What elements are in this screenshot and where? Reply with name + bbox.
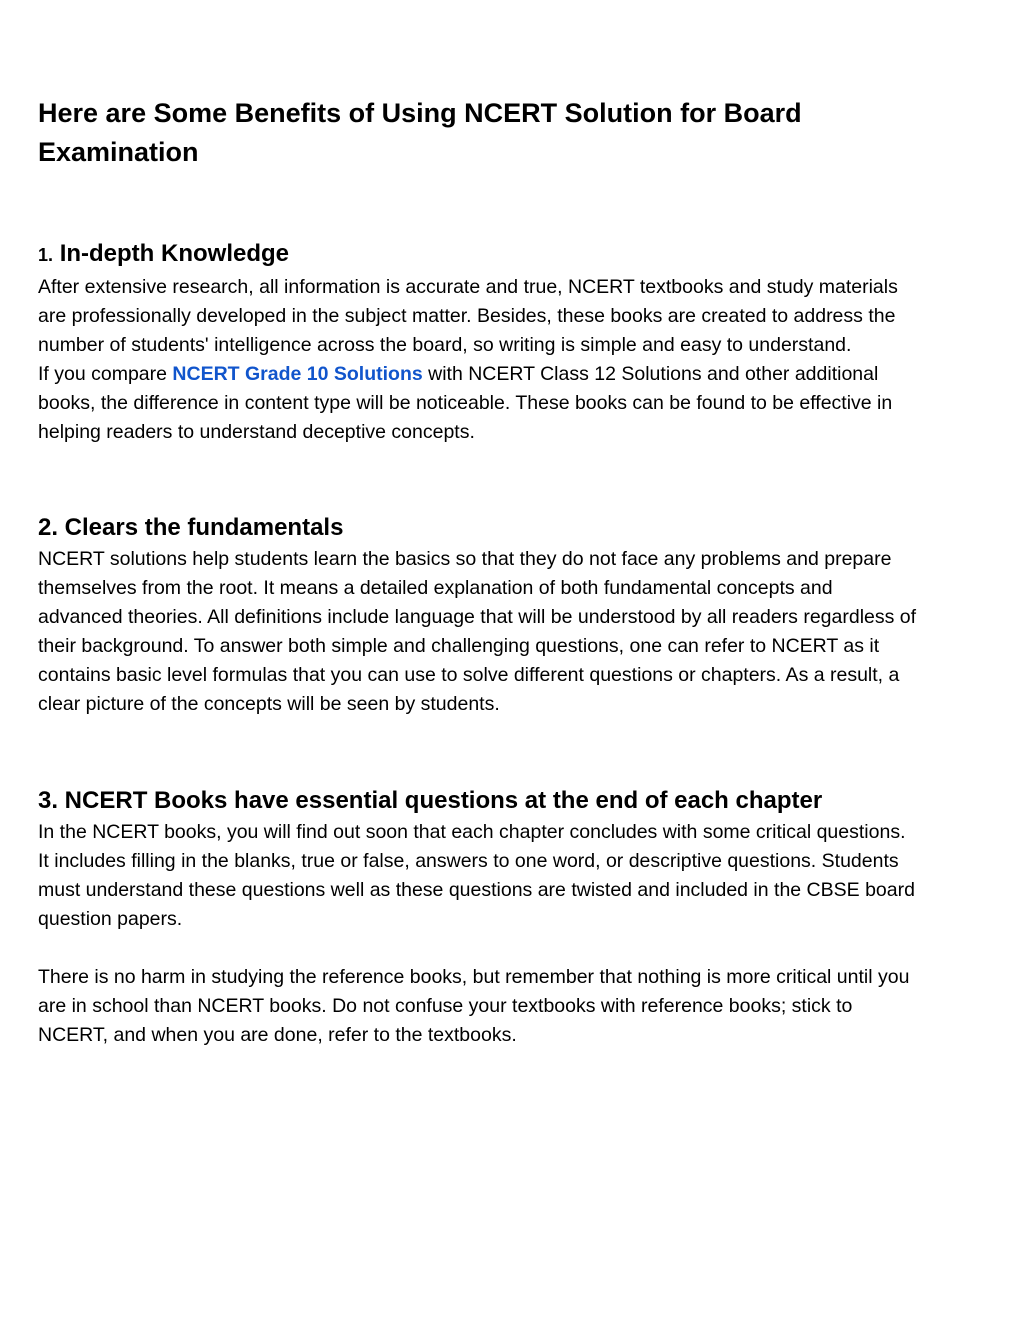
section-in-depth-knowledge	[38, 236, 918, 447]
section-paragraph: After extensive research, all information is accurate and true, NCERT textbooks and study materials are professionally developed in the subject matter. Besides, these books are created to address the number of students' intelligence across the board, so writing is simple and easy to understand.	[38, 276, 898, 356]
section-paragraph: There is no harm in studying the reference books, but remember that nothing is more critical until you are in school than NCERT books. Do not confuse your textbooks with reference books; stick to NCERT, and when you are done, refer to the textbooks.	[38, 966, 910, 1046]
section-essential-questions	[38, 783, 918, 1050]
section-number: 1.	[38, 245, 54, 265]
section-paragraph: In the NCERT books, you will find out soon that each chapter concludes with some critical questions. It includes filling in the blanks, true or false, answers to one word, or descriptive questions. Students must understand these questions well as these questions are twisted and included in the CBSE board question papers.	[38, 821, 915, 930]
page-title: Here are Some Benefits of Using NCERT Solution for Board Examination	[38, 98, 802, 167]
section-paragraph: NCERT solutions help students learn the basics so that they do not face any problems and prepare themselves from the root. It means a detailed explanation of both fundamental concepts and advanced theories. All definitions include language that will be understood by all readers regardless of their background. To answer both simple and challenging questions, one can refer to NCERT as it contains basic level formulas that you can use to solve different questions or chapters. As a result, a clear picture of the concepts will be seen by students.	[38, 548, 917, 715]
section-heading-text: In-depth Knowledge	[59, 240, 289, 267]
section-heading: 3. NCERT Books have essential questions at the end of each chapter	[38, 787, 823, 814]
section-heading: 2. Clears the fundamentals	[38, 514, 344, 541]
ncert-grade-10-solutions-link[interactable]: NCERT Grade 10 Solutions	[172, 363, 423, 385]
document-page	[38, 94, 918, 1050]
paragraph-spacer	[38, 934, 918, 963]
section-paragraph-with-link	[38, 360, 918, 447]
paragraph-text: If you compare	[38, 363, 173, 385]
section-clears-fundamentals	[38, 510, 918, 719]
paragraph-text: with NCERT Class 12 Solutions and other additional books, the difference in content type will be noticeable. These books can be found to be effective in helping readers to understand deceptive concepts.	[38, 363, 893, 443]
section-heading	[38, 236, 918, 273]
